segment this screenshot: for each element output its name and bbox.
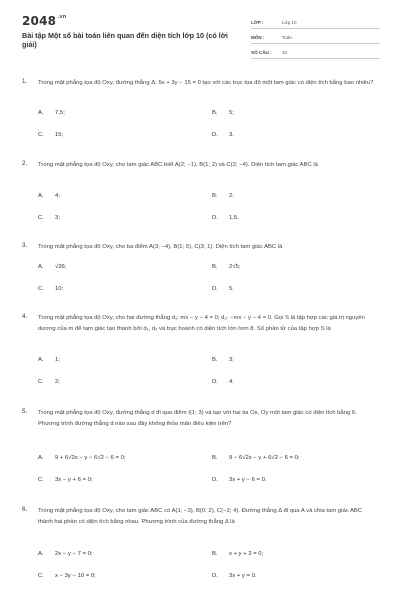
meta-label: MÔN :: [251, 35, 265, 40]
option-value: x + y + 2 = 0;: [229, 551, 264, 557]
question-number: 4.: [22, 313, 28, 320]
site-logo[interactable]: [22, 14, 67, 28]
option-letter: A.: [38, 357, 44, 363]
option-letter: B.: [212, 110, 218, 116]
option-c[interactable]: [38, 286, 63, 292]
option-c[interactable]: [38, 573, 96, 579]
option-d[interactable]: [212, 477, 267, 483]
option-letter: C.: [38, 132, 44, 138]
option-value: 3x + y = 0.: [229, 573, 257, 579]
option-value: x − 3y − 10 = 0;: [55, 573, 96, 579]
option-value: 7,5;: [55, 110, 65, 116]
option-value: 2√5;: [229, 264, 241, 270]
option-value: 2x − y − 7 = 0;: [55, 551, 93, 557]
option-a[interactable]: [38, 357, 60, 363]
option-letter: C.: [38, 573, 44, 579]
option-value: 2;: [55, 379, 60, 385]
option-b[interactable]: [212, 455, 300, 461]
meta-value: Toán: [282, 35, 292, 40]
option-value: 5.: [229, 286, 234, 292]
option-value: 3;: [55, 215, 60, 221]
question-number: 6.: [22, 506, 28, 513]
option-a[interactable]: [38, 264, 66, 270]
option-letter: C.: [38, 379, 44, 385]
option-letter: C.: [38, 477, 44, 483]
meta-info: [251, 14, 380, 59]
option-letter: B.: [212, 264, 218, 270]
option-value: 3;: [229, 357, 234, 363]
option-a[interactable]: [38, 455, 126, 461]
meta-label: LỚP :: [251, 20, 264, 25]
option-letter: A.: [38, 264, 44, 270]
option-value: 3x + y − 6 = 0.: [229, 477, 267, 483]
option-d[interactable]: [212, 215, 239, 221]
question-number: 1.: [22, 78, 28, 85]
option-b[interactable]: [212, 193, 234, 199]
option-value: 1,5.: [229, 215, 239, 221]
option-value: 2;: [229, 193, 234, 199]
question-text: Trong mặt phẳng tọa độ Oxy, đường thẳng d đi qua điểm I(1; 3) và tạo với hai tia Ox, Oy một tam giác có diện tích bằng 6. Phương trình đường thẳng d nào sau đây không thỏa mãn điều kiện trên?: [38, 410, 357, 427]
option-value: 3.: [229, 132, 234, 138]
option-letter: A.: [38, 551, 44, 557]
question-text: Trong mặt phẳng tọa độ Oxy, cho tam giác ABC biết A(2; −1), B(1; 2) và C(2; −4). Diện tích tam giác ABC là: [38, 162, 318, 168]
option-value: 9 − 6√2x − y + 6√2 − 6 = 0;: [229, 455, 300, 461]
option-letter: C.: [38, 286, 44, 292]
option-a[interactable]: [38, 193, 60, 199]
meta-label: SỐ CÂU :: [251, 50, 272, 55]
option-c[interactable]: [38, 379, 60, 385]
option-letter: D.: [212, 573, 218, 579]
option-d[interactable]: [212, 132, 234, 138]
option-letter: D.: [212, 477, 218, 483]
meta-row-question-count: [251, 44, 380, 59]
option-value: √26;: [55, 264, 67, 270]
option-letter: B.: [212, 357, 218, 363]
question-number: 5.: [22, 408, 28, 415]
option-letter: A.: [38, 455, 44, 461]
option-letter: D.: [212, 132, 218, 138]
option-value: 4;: [55, 193, 60, 199]
option-letter: A.: [38, 110, 44, 116]
option-b[interactable]: [212, 110, 234, 116]
option-value: 9 + 6√2x − y − 6√2 − 6 = 0;: [55, 455, 126, 461]
document-title: Bài tập Một số bài toán liên quan đến diện tích lớp 10 (có lời giải): [22, 31, 228, 49]
question-number: 3.: [22, 242, 28, 249]
logo-text: 2048: [22, 14, 57, 28]
option-c[interactable]: [38, 132, 63, 138]
option-value: 4.: [229, 379, 234, 385]
option-value: 10;: [55, 286, 64, 292]
option-c[interactable]: [38, 215, 60, 221]
option-value: 15;: [55, 132, 64, 138]
question-text: Trong mặt phẳng tọa độ Oxy, đường thẳng Δ: 5x + 3y − 15 = 0 tạo với các trục tọa độ một tam giác có diện tích bằng bao nhiêu?: [38, 80, 374, 86]
option-letter: A.: [38, 193, 44, 199]
option-letter: B.: [212, 551, 218, 557]
meta-value: 10: [282, 50, 288, 55]
question-text: Trong mặt phẳng tọa độ Oxy, cho hai đường thẳng d₁: mx − y − 4 = 0; d₂: −mx − y − 4 = 0. Gọi S là tập hợp các giá trị nguyên dương của m để tam giác tạo thành bởi d₁, d₂ và trục hoành có diện tích lớn hơn 8. Số phần tử của tập hợp S là: [38, 315, 365, 332]
meta-row-subject: [251, 29, 380, 44]
option-c[interactable]: [38, 477, 93, 483]
option-value: 3x − y + 6 = 0;: [55, 477, 93, 483]
question-text: Trong mặt phẳng tọa độ Oxy, cho tam giác ABC có A(1; −3), B(0; 2), C(−2; 4). Đường thẳng Δ đi qua A và chia tam giác ABC thành hai phần có diện tích bằng nhau. Phương trình của đường thẳng Δ là: [38, 508, 363, 525]
meta-value: Lớp 10: [282, 20, 297, 25]
option-d[interactable]: [212, 286, 234, 292]
document-header: [22, 14, 380, 62]
option-d[interactable]: [212, 573, 257, 579]
option-value: 5;: [229, 110, 234, 116]
question-text: Trong mặt phẳng tọa độ Oxy, cho ba điểm A(3; −4), B(1; 5), C(3; 1). Diện tích tam giác ABC là: [38, 244, 283, 250]
option-letter: B.: [212, 455, 218, 461]
option-a[interactable]: [38, 551, 93, 557]
option-letter: D.: [212, 379, 218, 385]
meta-row-class: [251, 14, 380, 29]
option-letter: B.: [212, 193, 218, 199]
option-letter: D.: [212, 286, 218, 292]
option-a[interactable]: [38, 110, 65, 116]
option-letter: C.: [38, 215, 44, 221]
question-number: 2.: [22, 160, 28, 167]
option-b[interactable]: [212, 357, 234, 363]
option-value: 1;: [55, 357, 60, 363]
logo-suffix: .vn: [57, 14, 67, 20]
option-b[interactable]: [212, 264, 240, 270]
option-d[interactable]: [212, 379, 234, 385]
option-letter: D.: [212, 215, 218, 221]
option-b[interactable]: [212, 551, 263, 557]
